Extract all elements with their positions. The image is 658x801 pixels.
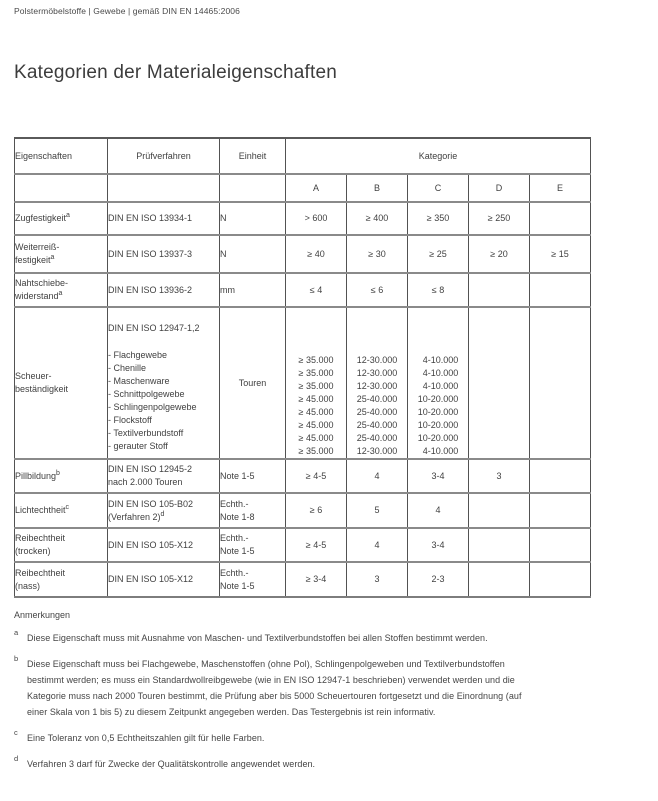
footnote-marker: a xyxy=(14,628,19,637)
value-e xyxy=(530,307,591,459)
value-c: ≥ 350 xyxy=(408,202,469,235)
test-method: DIN EN ISO 12947-1,2 xyxy=(108,323,200,333)
value-b: ≥ 30 xyxy=(347,235,408,273)
footnote-a xyxy=(14,630,644,646)
value-b: 3 xyxy=(347,562,408,597)
table-row-scheuerbestaendigkeit: Scheuer- beständigkeit DIN EN ISO 12947-1,2 - Flachgewebe - Chenille - Maschenware - Schnittpolgewebe - Schlingenpolgewebe - Flockstoff - Textilverbundstoff - gerauter Stoff Touren ≥ 35.000 ≥ 35.000 ≥ 35.000 ≥ 45.000 ≥ 45.000 ≥ 45.000 ≥ 45.000 ≥ 35.000 12-30.000 12-30.000 12-30.000 25-40.000 25-40.000 25-40.000 25-40.000 12-30.000 4-10.000 4-10.000 4-10.000 10-20.000 10-20.000 10-20.000 10-20.000 4-10.000 xyxy=(15,307,591,459)
footnote-marker: c xyxy=(65,504,70,511)
value-a: ≥ 4-5 xyxy=(286,459,347,493)
header-einheit: Einheit xyxy=(220,138,286,174)
footnote-marker: a xyxy=(66,212,70,219)
value-b: 5 xyxy=(347,493,408,528)
footnote-marker: b xyxy=(56,469,60,477)
row-label: Lichtechtheit xyxy=(15,505,66,515)
value-e xyxy=(530,528,591,562)
footnote-d xyxy=(14,756,644,772)
value-c: ≤ 8 xyxy=(408,273,469,307)
value-e xyxy=(530,202,591,235)
test-method: DIN EN ISO 105-B02 xyxy=(108,498,194,509)
value-d: 3 xyxy=(469,459,530,493)
value-e: ≥ 15 xyxy=(530,235,591,273)
unit: mm xyxy=(220,273,286,307)
table-row-pillbildung: Pillbildung$^b$ DIN EN ISO 12945-2 nach 2.000 Touren Note 1-5 ≥ 4-5 4 3-4 3 xyxy=(15,459,591,493)
test-method: DIN EN ISO 12945-2 xyxy=(108,464,193,474)
value-a: ≤ 4 xyxy=(286,273,347,307)
test-method: DIN EN ISO 13934-1 xyxy=(108,202,220,235)
table-row-reibechtheit-nass: Reibechtheit (nass) DIN EN ISO 105-X12 Echth.- Note 1-5 ≥ 3-4 3 2-3 xyxy=(15,562,591,597)
unit: Note 1-5 xyxy=(220,459,286,493)
unit: Echth.- xyxy=(220,498,249,509)
row-label: Nahtschiebe- xyxy=(15,278,69,288)
footnote-text: Diese Eigenschaft muss mit Ausnahme von Maschen- und Textilverbundstoffen bei allen Stoffen bestimmt werden. xyxy=(27,633,488,643)
value-c: ≥ 25 xyxy=(408,235,469,273)
header-pruefverfahren: Prüfverfahren xyxy=(108,138,220,174)
table-row-nahtschiebewiderstand: Nahtschiebe- widerstand$^a$ DIN EN ISO 13936-2 mm ≤ 4 ≤ 6 ≤ 8 xyxy=(15,273,591,307)
value-e xyxy=(530,273,591,307)
header-category-c: C xyxy=(408,174,469,202)
footnote-marker: a xyxy=(58,290,63,297)
footnote-text: Verfahren 3 darf für Zwecke der Qualitätskontrolle angewendet werden. xyxy=(27,759,316,769)
header-category-a: A xyxy=(286,174,347,202)
row-label: Weiterreiß- xyxy=(15,242,60,252)
row-label: Scheuer- xyxy=(15,371,52,381)
value-a: ≥ 4-5 xyxy=(286,528,347,562)
value-b: 4 xyxy=(347,459,408,493)
footnote-marker: b xyxy=(14,654,19,663)
test-method: DIN EN ISO 105-X12 xyxy=(108,562,220,597)
row-label: Zugfestigkeit xyxy=(15,213,67,223)
unit: Echth.- xyxy=(220,567,249,578)
value-b: ≤ 6 xyxy=(347,273,408,307)
value-c: 3-4 xyxy=(408,459,469,493)
header-category-d: D xyxy=(469,174,530,202)
value-b: ≥ 400 xyxy=(347,202,408,235)
value-d xyxy=(469,562,530,597)
footnote-text: Eine Toleranz von 0,5 Echtheitszahlen gilt für helle Farben. xyxy=(27,733,265,743)
value-a: ≥ 3-4 xyxy=(286,562,347,597)
table-row-reibechtheit-trocken: Reibechtheit (trocken) DIN EN ISO 105-X12 Echth.- Note 1-5 ≥ 4-5 4 3-4 xyxy=(15,528,591,562)
page-title: Kategorien der Materialeigenschaften xyxy=(14,62,338,83)
row-label: Pillbildung xyxy=(15,470,57,481)
value-d: ≥ 20 xyxy=(469,235,530,273)
value-d xyxy=(469,528,530,562)
footnote-marker: c xyxy=(14,728,18,737)
notes-title: Anmerkungen xyxy=(14,610,71,620)
unit: Touren xyxy=(220,307,286,459)
value-a-list: ≥ 35.000 ≥ 35.000 ≥ 35.000 ≥ 45.000 ≥ 45.000 ≥ 45.000 ≥ 45.000 ≥ 35.000 xyxy=(298,354,334,456)
table-row-lichtechtheit: Lichtechtheit$^c$ DIN EN ISO 105-B02 (Verfahren 2)$^d$ Echth.- Note 1-8 ≥ 6 5 4 xyxy=(15,493,591,528)
value-c: 4 xyxy=(408,493,469,528)
row-label: Reibechtheit xyxy=(15,567,66,578)
breadcrumb: Polstermöbelstoffe | Gewebe | gemäß DIN EN 14465:2006 xyxy=(14,6,240,16)
test-method: DIN EN ISO 13936-2 xyxy=(108,273,220,307)
unit: N xyxy=(220,202,286,235)
value-a: ≥ 40 xyxy=(286,235,347,273)
unit: N xyxy=(220,235,286,273)
table-subheader-row xyxy=(15,174,591,202)
value-c-list: 4-10.000 4-10.000 4-10.000 10-20.000 10-20.000 10-20.000 10-20.000 4-10.000 xyxy=(417,354,459,456)
footnote-c xyxy=(14,730,644,746)
table-row-zugfestigkeit xyxy=(15,202,591,235)
notes-section xyxy=(14,610,644,772)
row-label: Reibechtheit xyxy=(15,533,66,543)
value-a: ≥ 6 xyxy=(286,493,347,528)
table-header-row xyxy=(15,138,591,174)
value-d xyxy=(469,307,530,459)
test-method: DIN EN ISO 105-X12 xyxy=(108,528,220,562)
value-e xyxy=(530,562,591,597)
footnote-marker: d xyxy=(14,754,19,763)
material-properties-table xyxy=(14,137,591,598)
footnote-marker: a xyxy=(50,254,55,261)
unit: Echth.- xyxy=(220,533,249,543)
header-category-e: E xyxy=(530,174,591,202)
value-e xyxy=(530,459,591,493)
value-c: 2-3 xyxy=(408,562,469,597)
footnote-b xyxy=(14,656,644,720)
value-d xyxy=(469,273,530,307)
value-c: 3-4 xyxy=(408,528,469,562)
value-d: ≥ 250 xyxy=(469,202,530,235)
header-category-b: B xyxy=(347,174,408,202)
value-b-list: 12-30.000 12-30.000 12-30.000 25-40.000 25-40.000 25-40.000 25-40.000 12-30.000 xyxy=(356,354,398,456)
value-b: 4 xyxy=(347,528,408,562)
footnote-text: Diese Eigenschaft muss bei Flachgewebe, Maschenstoffen (ohne Pol), Schlingenpolgeweben und Textilverbundstoffen bestimmt werden; es muss ein Standardwollreibgewebe (wie in EN ISO 12947-1 beschrieben) verwendet werden und die Kategorie muss nach 2000 Touren bestimmt, die Prüfung aber bis 5000 Scheuertouren fortgesetzt und die Einordnung (auf einer Skala von 1 bis 5) zu diesem Zeitpunkt angegeben werden. Das Testergebnis ist rein informativ. xyxy=(27,659,522,717)
table-row-weiterreissfestigkeit: Weiterreiß- festigkeit$^a$ DIN EN ISO 13937-3 N ≥ 40 ≥ 30 ≥ 25 ≥ 20 ≥ 15 xyxy=(15,235,591,273)
value-e xyxy=(530,493,591,528)
header-eigenschaften: Eigenschaften xyxy=(15,138,108,174)
value-a: > 600 xyxy=(286,202,347,235)
footnote-marker: d xyxy=(160,510,165,518)
fabric-type-list: - Flachgewebe - Chenille - Maschenware - Schnittpolgewebe - Schlingenpolgewebe - Flockstoff - Textilverbundstoff - gerauter Stoff xyxy=(108,350,197,451)
header-kategorie: Kategorie xyxy=(286,138,591,174)
test-method: DIN EN ISO 13937-3 xyxy=(108,235,220,273)
value-d xyxy=(469,493,530,528)
